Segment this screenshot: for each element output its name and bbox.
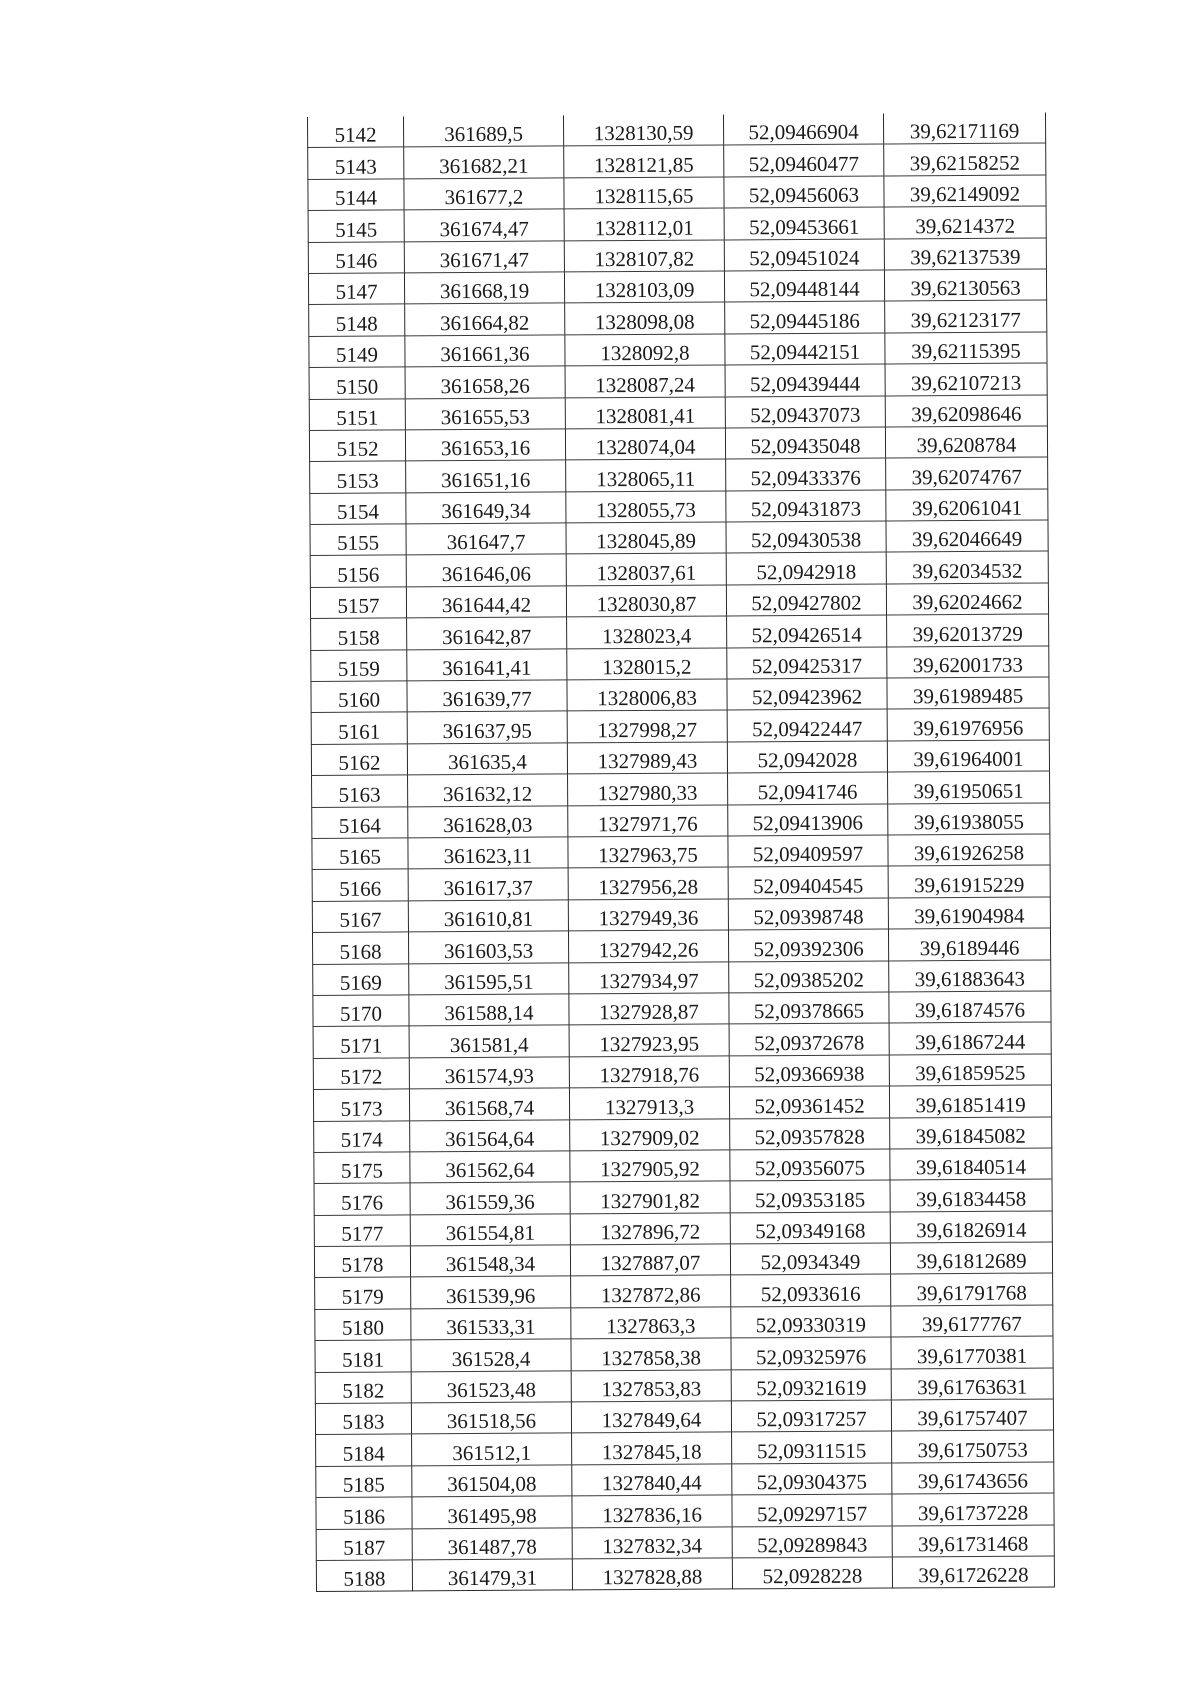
latitude-cell: 52,09431873 <box>726 490 886 522</box>
latitude-cell: 52,09435048 <box>725 427 885 459</box>
x-coordinate-cell: 361539,96 <box>411 1276 571 1308</box>
latitude-cell: 52,09321619 <box>731 1369 891 1401</box>
point-number-cell: 5151 <box>309 398 405 430</box>
table-row <box>312 928 1050 964</box>
point-number-cell: 5175 <box>314 1152 410 1184</box>
table-row <box>311 614 1049 650</box>
latitude-cell: 52,09353185 <box>730 1180 890 1212</box>
point-number-cell: 5146 <box>308 241 404 273</box>
point-number-cell: 5157 <box>310 587 406 619</box>
point-number-cell: 5147 <box>308 273 404 305</box>
longitude-cell: 39,61859525 <box>889 1054 1051 1086</box>
table-row <box>315 1399 1053 1435</box>
x-coordinate-cell: 361487,78 <box>412 1527 572 1559</box>
point-number-cell: 5159 <box>311 650 407 682</box>
table-row <box>313 1022 1051 1058</box>
point-number-cell: 5182 <box>315 1372 411 1404</box>
longitude-cell: 39,61834458 <box>890 1179 1052 1211</box>
y-coordinate-cell: 1327980,33 <box>568 773 728 805</box>
point-number-cell: 5158 <box>311 618 407 650</box>
x-coordinate-cell: 361653,16 <box>405 429 565 461</box>
x-coordinate-cell: 361548,34 <box>410 1245 570 1277</box>
x-coordinate-cell: 361562,64 <box>410 1151 570 1183</box>
point-number-cell: 5163 <box>312 775 408 807</box>
longitude-cell: 39,62171169 <box>883 112 1045 144</box>
y-coordinate-cell: 1328045,89 <box>566 522 726 554</box>
latitude-cell: 52,09325976 <box>731 1337 891 1369</box>
latitude-cell: 52,09304375 <box>732 1463 892 1495</box>
table-row <box>308 269 1046 305</box>
x-coordinate-cell: 361651,16 <box>406 460 566 492</box>
table-row <box>312 803 1050 839</box>
table-row <box>311 740 1049 776</box>
latitude-cell: 52,09398748 <box>728 898 888 930</box>
point-number-cell: 5180 <box>315 1309 411 1341</box>
point-number-cell: 5174 <box>314 1120 410 1152</box>
latitude-cell: 52,09445186 <box>725 301 885 333</box>
x-coordinate-cell: 361637,95 <box>407 711 567 743</box>
table-row <box>310 457 1048 493</box>
x-coordinate-cell: 361641,41 <box>407 649 567 681</box>
y-coordinate-cell: 1327963,75 <box>568 836 728 868</box>
table-row <box>314 1148 1052 1184</box>
longitude-cell: 39,62034532 <box>886 551 1048 583</box>
y-coordinate-cell: 1328006,83 <box>567 679 727 711</box>
latitude-cell: 52,09409597 <box>728 835 888 867</box>
y-coordinate-cell: 1327956,28 <box>568 867 728 899</box>
point-number-cell: 5181 <box>315 1340 411 1372</box>
x-coordinate-cell: 361682,21 <box>404 146 564 178</box>
x-coordinate-cell: 361554,81 <box>410 1214 570 1246</box>
x-coordinate-cell: 361671,47 <box>404 240 564 272</box>
latitude-cell: 52,0942028 <box>727 741 887 773</box>
y-coordinate-cell: 1328065,11 <box>566 459 726 491</box>
table-row <box>310 583 1048 619</box>
y-coordinate-cell: 1327863,3 <box>571 1307 731 1339</box>
table-row <box>315 1336 1053 1372</box>
y-coordinate-cell: 1327832,34 <box>572 1527 732 1559</box>
y-coordinate-cell: 1327828,88 <box>572 1558 732 1590</box>
point-number-cell: 5143 <box>308 147 404 179</box>
table-row <box>313 1085 1051 1121</box>
longitude-cell: 39,61750753 <box>892 1430 1054 1462</box>
longitude-cell: 39,61845082 <box>890 1116 1052 1148</box>
point-number-cell: 5164 <box>312 806 408 838</box>
latitude-cell: 52,09460477 <box>724 144 884 176</box>
table-row <box>308 238 1046 274</box>
point-number-cell: 5160 <box>311 681 407 713</box>
table-row <box>312 771 1050 807</box>
point-number-cell: 5153 <box>310 461 406 493</box>
x-coordinate-cell: 361658,26 <box>405 366 565 398</box>
y-coordinate-cell: 1328030,87 <box>566 585 726 617</box>
y-coordinate-cell: 1327853,83 <box>571 1370 731 1402</box>
y-coordinate-cell: 1327934,97 <box>569 961 729 993</box>
table-row <box>308 175 1046 211</box>
latitude-cell: 52,09372678 <box>729 1023 889 1055</box>
longitude-cell: 39,61812689 <box>890 1242 1052 1274</box>
point-number-cell: 5171 <box>313 1026 409 1058</box>
point-number-cell: 5185 <box>316 1466 412 1498</box>
x-coordinate-cell: 361528,4 <box>411 1339 571 1371</box>
table-row <box>314 1116 1052 1152</box>
latitude-cell: 52,09297157 <box>732 1494 892 1526</box>
y-coordinate-cell: 1328015,2 <box>567 648 727 680</box>
y-coordinate-cell: 1327849,64 <box>571 1401 731 1433</box>
longitude-cell: 39,62024662 <box>886 583 1048 615</box>
point-number-cell: 5168 <box>312 932 408 964</box>
y-coordinate-cell: 1327872,86 <box>571 1275 731 1307</box>
point-number-cell: 5161 <box>311 712 407 744</box>
longitude-cell: 39,62158252 <box>884 143 1046 175</box>
x-coordinate-cell: 361661,36 <box>405 335 565 367</box>
x-coordinate-cell: 361518,56 <box>411 1402 571 1434</box>
longitude-cell: 39,62123177 <box>885 300 1047 332</box>
point-number-cell: 5166 <box>312 869 408 901</box>
latitude-cell: 52,09378665 <box>729 992 889 1024</box>
y-coordinate-cell: 1327989,43 <box>567 742 727 774</box>
longitude-cell: 39,6177767 <box>891 1305 1053 1337</box>
latitude-cell: 52,09448144 <box>724 270 884 302</box>
latitude-cell: 52,09366938 <box>729 1055 889 1087</box>
longitude-cell: 39,61883643 <box>889 960 1051 992</box>
y-coordinate-cell: 1328098,08 <box>565 302 725 334</box>
table-row <box>315 1368 1053 1404</box>
longitude-cell: 39,62061041 <box>886 489 1048 521</box>
x-coordinate-cell: 361479,31 <box>412 1559 572 1591</box>
longitude-cell: 39,61726228 <box>892 1556 1054 1588</box>
table-row <box>314 1179 1052 1215</box>
longitude-cell: 39,61731468 <box>892 1525 1054 1557</box>
longitude-cell: 39,61867244 <box>889 1022 1051 1054</box>
table-row <box>310 551 1048 587</box>
table-row <box>312 865 1050 901</box>
x-coordinate-cell: 361495,98 <box>412 1496 572 1528</box>
coordinate-table <box>307 112 1055 1592</box>
latitude-cell: 52,09422447 <box>727 709 887 741</box>
table-row <box>312 897 1050 933</box>
longitude-cell: 39,62130563 <box>884 269 1046 301</box>
x-coordinate-cell: 361581,4 <box>409 1025 569 1057</box>
table-row <box>316 1556 1054 1592</box>
table-row <box>312 834 1050 870</box>
y-coordinate-cell: 1328092,8 <box>565 334 725 366</box>
table-row <box>311 677 1049 713</box>
table-row <box>315 1305 1053 1341</box>
latitude-cell: 52,09456063 <box>724 176 884 208</box>
point-number-cell: 5169 <box>313 963 409 995</box>
point-number-cell: 5145 <box>308 210 404 242</box>
point-number-cell: 5176 <box>314 1183 410 1215</box>
x-coordinate-cell: 361689,5 <box>403 115 563 147</box>
point-number-cell: 5170 <box>313 995 409 1027</box>
y-coordinate-cell: 1327845,18 <box>572 1432 732 1464</box>
x-coordinate-cell: 361603,53 <box>408 931 568 963</box>
y-coordinate-cell: 1327918,76 <box>569 1056 729 1088</box>
y-coordinate-cell: 1327971,76 <box>568 805 728 837</box>
x-coordinate-cell: 361512,1 <box>412 1433 572 1465</box>
table-row <box>309 394 1047 430</box>
latitude-cell: 52,0942918 <box>726 552 886 584</box>
point-number-cell: 5177 <box>314 1215 410 1247</box>
longitude-cell: 39,62098646 <box>885 394 1047 426</box>
point-number-cell: 5150 <box>309 367 405 399</box>
latitude-cell: 52,09466904 <box>723 113 883 145</box>
longitude-cell: 39,61743656 <box>892 1462 1054 1494</box>
x-coordinate-cell: 361655,53 <box>405 397 565 429</box>
longitude-cell: 39,61791768 <box>891 1273 1053 1305</box>
longitude-cell: 39,62074767 <box>886 457 1048 489</box>
y-coordinate-cell: 1327942,26 <box>568 930 728 962</box>
y-coordinate-cell: 1328130,59 <box>563 114 723 146</box>
point-number-cell: 5142 <box>308 116 404 147</box>
longitude-cell: 39,61976956 <box>887 708 1049 740</box>
table-row <box>316 1493 1054 1529</box>
y-coordinate-cell: 1328115,65 <box>564 177 724 209</box>
table-row <box>314 1242 1052 1278</box>
x-coordinate-cell: 361628,03 <box>408 806 568 838</box>
latitude-cell: 52,09317257 <box>731 1400 891 1432</box>
table-row <box>310 520 1048 556</box>
y-coordinate-cell: 1328087,24 <box>565 365 725 397</box>
table-row <box>314 1211 1052 1247</box>
point-number-cell: 5165 <box>312 838 408 870</box>
longitude-cell: 39,62115395 <box>885 332 1047 364</box>
longitude-cell: 39,62046649 <box>886 520 1048 552</box>
x-coordinate-cell: 361588,14 <box>409 994 569 1026</box>
y-coordinate-cell: 1328023,4 <box>567 616 727 648</box>
point-number-cell: 5173 <box>313 1089 409 1121</box>
y-coordinate-cell: 1327840,44 <box>572 1464 732 1496</box>
longitude-cell: 39,6208784 <box>885 426 1047 458</box>
longitude-cell: 39,61840514 <box>890 1148 1052 1180</box>
latitude-cell: 52,09451024 <box>724 239 884 271</box>
point-number-cell: 5178 <box>314 1246 410 1278</box>
latitude-cell: 52,09404545 <box>728 866 888 898</box>
latitude-cell: 52,09357828 <box>730 1117 890 1149</box>
x-coordinate-cell: 361674,47 <box>404 209 564 241</box>
point-number-cell: 5152 <box>309 430 405 462</box>
latitude-cell: 52,09437073 <box>725 395 885 427</box>
y-coordinate-cell: 1328112,01 <box>564 208 724 240</box>
x-coordinate-cell: 361574,93 <box>409 1057 569 1089</box>
longitude-cell: 39,6214372 <box>884 206 1046 238</box>
table-row <box>313 960 1051 996</box>
x-coordinate-cell: 361647,7 <box>406 523 566 555</box>
table-row <box>309 332 1047 368</box>
x-coordinate-cell: 361533,31 <box>411 1308 571 1340</box>
longitude-cell: 39,61926258 <box>888 834 1050 866</box>
point-number-cell: 5148 <box>309 304 405 336</box>
point-number-cell: 5186 <box>316 1497 412 1529</box>
table-row <box>316 1525 1054 1561</box>
longitude-cell: 39,62107213 <box>885 363 1047 395</box>
latitude-cell: 52,09426514 <box>727 615 887 647</box>
latitude-cell: 52,09349168 <box>730 1212 890 1244</box>
point-number-cell: 5144 <box>308 179 404 211</box>
table-row <box>309 426 1047 462</box>
longitude-cell: 39,61874576 <box>889 991 1051 1023</box>
latitude-cell: 52,09430538 <box>726 521 886 553</box>
table-row <box>313 1054 1051 1090</box>
y-coordinate-cell: 1327887,07 <box>570 1244 730 1276</box>
longitude-cell: 39,61757407 <box>891 1399 1053 1431</box>
y-coordinate-cell: 1328074,04 <box>565 428 725 460</box>
latitude-cell: 52,09423962 <box>727 678 887 710</box>
longitude-cell: 39,61851419 <box>889 1085 1051 1117</box>
y-coordinate-cell: 1327896,72 <box>570 1213 730 1245</box>
longitude-cell: 39,61915229 <box>888 865 1050 897</box>
y-coordinate-cell: 1327998,27 <box>567 710 727 742</box>
y-coordinate-cell: 1327928,87 <box>569 993 729 1025</box>
table-row <box>309 363 1047 399</box>
y-coordinate-cell: 1327901,82 <box>570 1181 730 1213</box>
latitude-cell: 52,09453661 <box>724 207 884 239</box>
latitude-cell: 52,09392306 <box>728 929 888 961</box>
latitude-cell: 52,09439444 <box>725 364 885 396</box>
longitude-cell: 39,61950651 <box>888 771 1050 803</box>
table-row <box>309 300 1047 336</box>
y-coordinate-cell: 1327905,92 <box>570 1150 730 1182</box>
table-row <box>311 708 1049 744</box>
x-coordinate-cell: 361610,81 <box>408 900 568 932</box>
y-coordinate-cell: 1327858,38 <box>571 1338 731 1370</box>
longitude-cell: 39,61989485 <box>887 677 1049 709</box>
latitude-cell: 52,09311515 <box>732 1431 892 1463</box>
coordinate-table-body <box>308 112 1055 1591</box>
point-number-cell: 5183 <box>315 1403 411 1435</box>
longitude-cell: 39,62001733 <box>887 646 1049 678</box>
x-coordinate-cell: 361504,08 <box>412 1465 572 1497</box>
x-coordinate-cell: 361595,51 <box>409 962 569 994</box>
latitude-cell: 52,0934349 <box>730 1243 890 1275</box>
y-coordinate-cell: 1328107,82 <box>564 240 724 272</box>
y-coordinate-cell: 1327836,16 <box>572 1495 732 1527</box>
table-row <box>315 1273 1053 1309</box>
x-coordinate-cell: 361639,77 <box>407 680 567 712</box>
x-coordinate-cell: 361635,4 <box>407 743 567 775</box>
point-number-cell: 5167 <box>312 901 408 933</box>
latitude-cell: 52,09433376 <box>726 458 886 490</box>
longitude-cell: 39,61904984 <box>888 897 1050 929</box>
point-number-cell: 5172 <box>313 1058 409 1090</box>
y-coordinate-cell: 1327923,95 <box>569 1024 729 1056</box>
x-coordinate-cell: 361623,11 <box>408 837 568 869</box>
x-coordinate-cell: 361664,82 <box>405 303 565 335</box>
y-coordinate-cell: 1327909,02 <box>570 1118 730 1150</box>
y-coordinate-cell: 1327949,36 <box>568 899 728 931</box>
table-row <box>308 206 1046 242</box>
point-number-cell: 5162 <box>311 744 407 776</box>
x-coordinate-cell: 361564,64 <box>410 1119 570 1151</box>
longitude-cell: 39,61763631 <box>891 1368 1053 1400</box>
point-number-cell: 5187 <box>316 1528 412 1560</box>
latitude-cell: 52,09427802 <box>726 584 886 616</box>
table-row <box>308 112 1046 147</box>
x-coordinate-cell: 361568,74 <box>409 1088 569 1120</box>
point-number-cell: 5179 <box>315 1277 411 1309</box>
longitude-cell: 39,61737228 <box>892 1493 1054 1525</box>
y-coordinate-cell: 1328037,61 <box>566 553 726 585</box>
table-row <box>313 991 1051 1027</box>
latitude-cell: 52,09330319 <box>731 1306 891 1338</box>
point-number-cell: 5154 <box>310 493 406 525</box>
x-coordinate-cell: 361632,12 <box>408 774 568 806</box>
longitude-cell: 39,61770381 <box>891 1336 1053 1368</box>
point-number-cell: 5184 <box>316 1434 412 1466</box>
x-coordinate-cell: 361617,37 <box>408 868 568 900</box>
longitude-cell: 39,61964001 <box>887 740 1049 772</box>
y-coordinate-cell: 1328121,85 <box>564 145 724 177</box>
latitude-cell: 52,09289843 <box>732 1526 892 1558</box>
table-row <box>310 489 1048 525</box>
y-coordinate-cell: 1327913,3 <box>569 1087 729 1119</box>
point-number-cell: 5149 <box>309 336 405 368</box>
point-number-cell: 5188 <box>316 1560 412 1592</box>
table-row <box>308 143 1046 179</box>
latitude-cell: 52,0928228 <box>732 1557 892 1589</box>
latitude-cell: 52,09361452 <box>729 1086 889 1118</box>
x-coordinate-cell: 361649,34 <box>406 492 566 524</box>
y-coordinate-cell: 1328103,09 <box>564 271 724 303</box>
latitude-cell: 52,0933616 <box>731 1274 891 1306</box>
point-number-cell: 5155 <box>310 524 406 556</box>
x-coordinate-cell: 361677,2 <box>404 178 564 210</box>
x-coordinate-cell: 361642,87 <box>407 617 567 649</box>
x-coordinate-cell: 361523,48 <box>411 1371 571 1403</box>
table-row <box>316 1430 1054 1466</box>
longitude-cell: 39,6189446 <box>888 928 1050 960</box>
latitude-cell: 52,09356075 <box>730 1149 890 1181</box>
x-coordinate-cell: 361668,19 <box>404 272 564 304</box>
latitude-cell: 52,09385202 <box>729 961 889 993</box>
latitude-cell: 52,09425317 <box>727 647 887 679</box>
longitude-cell: 39,62013729 <box>887 614 1049 646</box>
x-coordinate-cell: 361644,42 <box>406 586 566 618</box>
x-coordinate-cell: 361646,06 <box>406 554 566 586</box>
longitude-cell: 39,61826914 <box>890 1211 1052 1243</box>
table-row <box>316 1462 1054 1498</box>
y-coordinate-cell: 1328055,73 <box>566 491 726 523</box>
longitude-cell: 39,62149092 <box>884 175 1046 207</box>
point-number-cell: 5156 <box>310 555 406 587</box>
latitude-cell: 52,09442151 <box>725 333 885 365</box>
table-row <box>311 646 1049 682</box>
latitude-cell: 52,09413906 <box>728 804 888 836</box>
longitude-cell: 39,61938055 <box>888 803 1050 835</box>
latitude-cell: 52,0941746 <box>728 772 888 804</box>
x-coordinate-cell: 361559,36 <box>410 1182 570 1214</box>
longitude-cell: 39,62137539 <box>884 238 1046 270</box>
y-coordinate-cell: 1328081,41 <box>565 396 725 428</box>
